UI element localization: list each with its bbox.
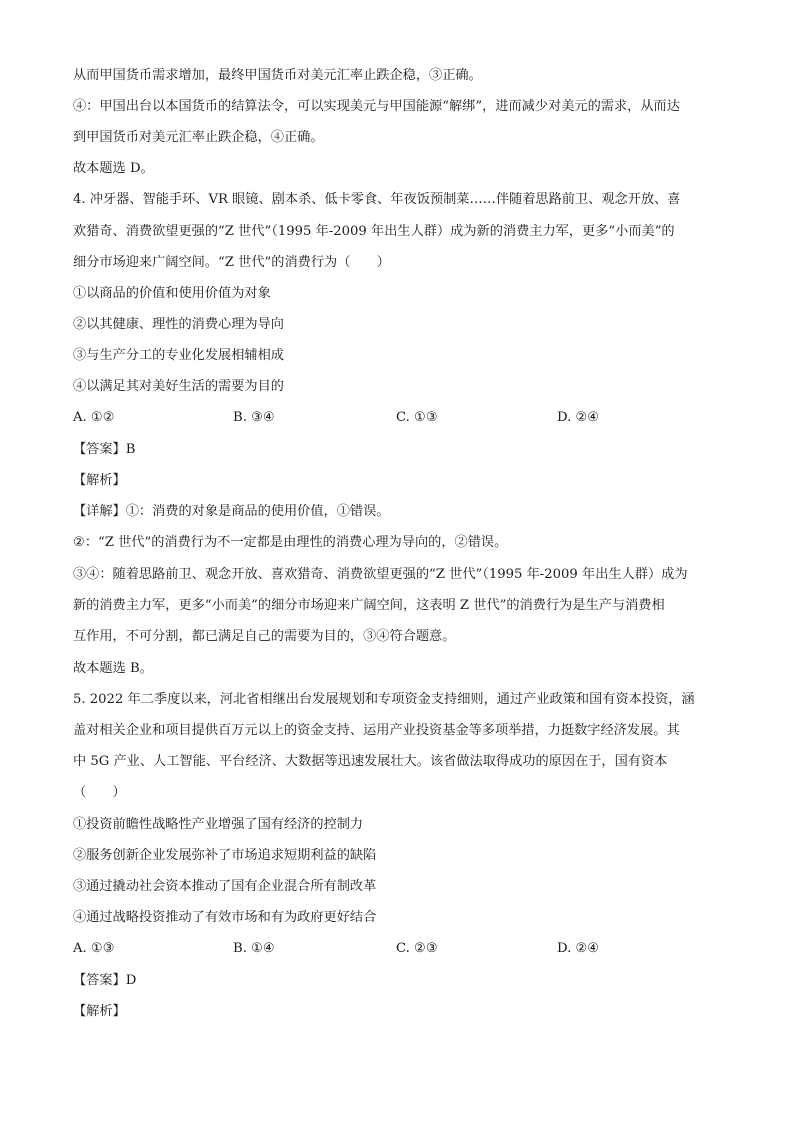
question-5-item-1: ①投资前瞻性战略性产业增强了国有经济的控制力 <box>73 817 364 832</box>
question-4-item-4: ④以满足其对美好生活的需要为目的 <box>73 379 284 394</box>
option-d: D. ②④ <box>557 941 600 956</box>
question-5-line-4: （ ） <box>73 785 126 800</box>
question-4-options <box>73 408 733 428</box>
option-c: C. ①③ <box>396 410 438 425</box>
text-line-3: 到甲国货币对美元汇率止跌企稳，④正确。 <box>73 130 324 145</box>
analysis-4-line-1: 【详解】①：消费的对象是商品的使用价值，①错误。 <box>73 504 390 519</box>
question-4-item-3: ③与生产分工的专业化发展相辅相成 <box>73 348 284 363</box>
analysis-4-heading: 【解析】 <box>73 473 126 488</box>
text-line-1: 从而甲国货币需求增加，最终甲国货币对美元汇率止跌企稳，③正确。 <box>73 68 482 83</box>
option-b: B. ③④ <box>233 410 275 425</box>
question-4-line-1: 4. 冲牙器、智能手环、VR 眼镜、剧本杀、低卡零食、年夜饭预制菜……伴随着思路前卫、观念开放、喜 <box>73 192 681 207</box>
question-5-item-3: ③通过撬动社会资本推动了国有企业混合所有制改革 <box>73 879 377 894</box>
text-line-4: 故本题选 D。 <box>73 161 154 176</box>
analysis-5-heading: 【解析】 <box>73 1004 126 1019</box>
analysis-4-line-3: ③④：随着思路前卫、观念开放、喜欢猎奇、消费欲望更强的“Z 世代”（1995 年-2009 年出生人群）成为 <box>73 567 688 582</box>
analysis-4-conclusion: 故本题选 B。 <box>73 661 153 676</box>
option-b: B. ①④ <box>233 941 275 956</box>
option-a: A. ①③ <box>73 941 115 956</box>
question-5-item-2: ②服务创新企业发展弥补了市场追求短期利益的缺陷 <box>73 848 377 863</box>
option-c: C. ②③ <box>396 941 438 956</box>
analysis-4-line-4: 新的消费主力军，更多“小而美”的细分市场迎来广阔空间，这表明 Z 世代”的消费行为是生产与消费相 <box>73 598 665 613</box>
answer-4: 【答案】B <box>73 442 136 457</box>
question-4-item-1: ①以商品的价值和使用价值为对象 <box>73 286 271 301</box>
question-5-line-2: 盖对相关企业和项目提供百万元以上的资金支持、运用产业投资基金等多项举措，力挺数字经济发展。其 <box>73 723 680 738</box>
text-line-2: ④：甲国出台以本国货币的结算法令，可以实现美元与甲国能源“解绑”，进而减少对美元的需求，从而达 <box>73 99 680 114</box>
question-4-line-2: 欢猎奇、消费欲望更强的“Z 世代”（1995 年-2009 年出生人群）成为新的消费主力军，更多“小而美”的 <box>73 224 675 239</box>
question-4-item-2: ②以其健康、理性的消费心理为导向 <box>73 317 284 332</box>
answer-5: 【答案】D <box>73 973 137 988</box>
option-d: D. ②④ <box>557 410 600 425</box>
question-4-line-3: 细分市场迎来广阔空间。“Z 世代”的消费行为（ ） <box>73 255 390 270</box>
option-a: A. ①② <box>73 410 115 425</box>
question-5-options <box>73 939 733 959</box>
question-5-item-4: ④通过战略投资推动了有效市场和有为政府更好结合 <box>73 910 377 925</box>
question-5-line-1: 5. 2022 年二季度以来，河北省相继出台发展规划和专项资金支持细则，通过产业政策和国有资本投资，涵 <box>73 692 695 707</box>
analysis-4-line-2: ②：“Z 世代”的消费行为不一定都是由理性的消费心理为导向的，②错误。 <box>73 535 508 550</box>
question-5-line-3: 中 5G 产业、人工智能、平台经济、大数据等迅速发展壮大。该省做法取得成功的原因在于，国有资本 <box>73 754 668 769</box>
analysis-4-line-5: 互作用，不可分割，都已满足自己的需要为目的，③④符合题意。 <box>73 629 456 644</box>
